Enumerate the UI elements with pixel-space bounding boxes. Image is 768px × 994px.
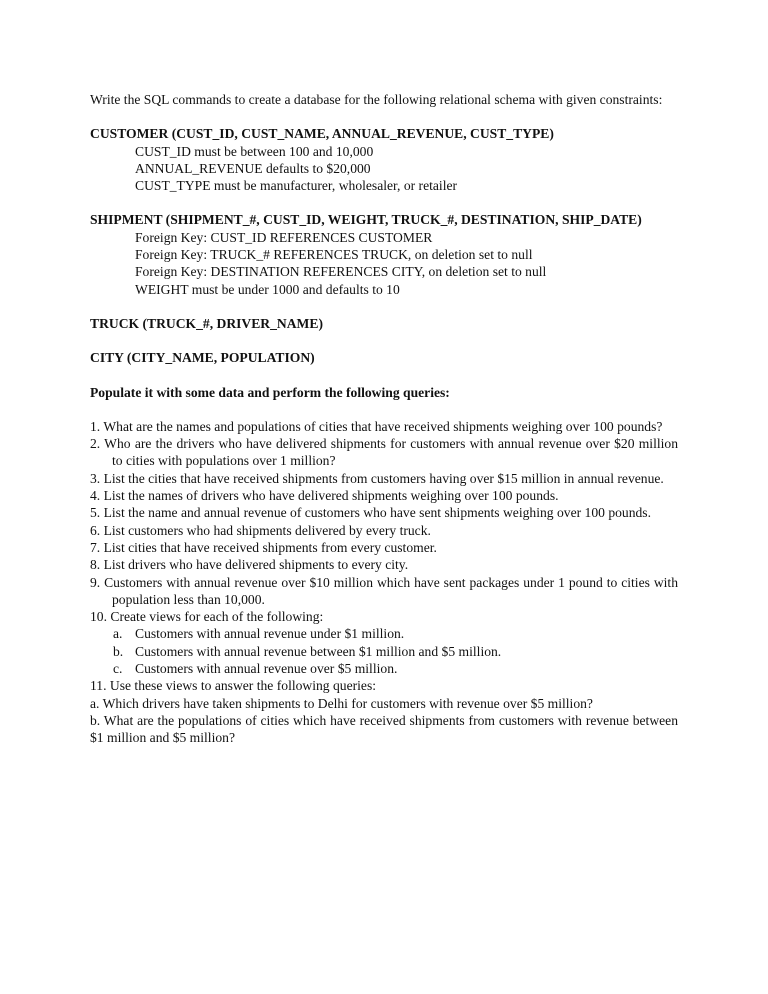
view-item xyxy=(90,625,678,642)
view-item xyxy=(90,660,678,677)
view-text: Customers with annual revenue over $5 million. xyxy=(135,661,398,677)
intro-text: Write the SQL commands to create a database for the following relational schema with given constraints: xyxy=(90,92,663,107)
query-item: 4. List the names of drivers who have delivered shipments weighing over 100 pounds. xyxy=(90,488,559,504)
query-item: 1. What are the names and populations of cities that have received shipments weighing over 100 pounds? xyxy=(90,418,663,434)
query-item: 6. List customers who had shipments delivered by every truck. xyxy=(90,522,431,538)
view-item xyxy=(90,643,678,660)
table-title-city: CITY (CITY_NAME, POPULATION) xyxy=(90,350,315,366)
table-title-customer: CUSTOMER (CUST_ID, CUST_NAME, ANNUAL_REVENUE, CUST_TYPE) xyxy=(90,126,554,142)
populate-heading: Populate it with some data and perform the following queries: xyxy=(90,384,450,400)
constraint: CUST_ID must be between 100 and 10,000 xyxy=(135,143,374,159)
query-item: 9. Customers with annual revenue over $10 million which have sent packages under 1 pound to cities with population less than 10,000. xyxy=(90,574,678,607)
constraint: WEIGHT must be under 1000 and defaults to 10 xyxy=(135,281,400,297)
constraint: Foreign Key: DESTINATION REFERENCES CITY, on deletion set to null xyxy=(135,264,547,280)
table-title-truck: TRUCK (TRUCK_#, DRIVER_NAME) xyxy=(90,315,323,331)
document-body xyxy=(90,91,678,747)
constraint: ANNUAL_REVENUE defaults to $20,000 xyxy=(135,160,371,176)
view-text: Customers with annual revenue between $1 million and $5 million. xyxy=(135,643,502,659)
q11-heading: 11. Use these views to answer the following queries: xyxy=(90,678,377,694)
query-item: 7. List cities that have received shipments from every customer. xyxy=(90,539,437,555)
q11-item: b. What are the populations of cities which have received shipments from customers with revenue between $1 million and $5 million? xyxy=(90,712,678,746)
view-letter: c. xyxy=(113,661,123,677)
table-title-shipment: SHIPMENT (SHIPMENT_#, CUST_ID, WEIGHT, TRUCK_#, DESTINATION, SHIP_DATE) xyxy=(90,212,642,228)
constraint: Foreign Key: TRUCK_# REFERENCES TRUCK, on deletion set to null xyxy=(135,247,533,263)
query-item: 8. List drivers who have delivered shipments to every city. xyxy=(90,557,409,573)
query-item: 5. List the name and annual revenue of customers who have sent shipments weighing over 100 pounds. xyxy=(90,505,651,521)
query-item: 3. List the cities that have received shipments from customers having over $15 million in annual revenue. xyxy=(90,470,664,486)
query-item: 10. Create views for each of the following: xyxy=(90,609,324,625)
query-item: 2. Who are the drivers who have delivered shipments for customers with annual revenue over $20 million to cities with populations over 1 million? xyxy=(90,436,678,469)
view-text: Customers with annual revenue under $1 million. xyxy=(135,626,405,642)
view-letter: b. xyxy=(113,643,124,659)
q11-item: a. Which drivers have taken shipments to Delhi for customers with revenue over $5 million? xyxy=(90,695,593,711)
constraint: Foreign Key: CUST_ID REFERENCES CUSTOMER xyxy=(135,229,433,245)
constraint: CUST_TYPE must be manufacturer, wholesaler, or retailer xyxy=(135,178,458,194)
view-letter: a. xyxy=(113,626,123,642)
